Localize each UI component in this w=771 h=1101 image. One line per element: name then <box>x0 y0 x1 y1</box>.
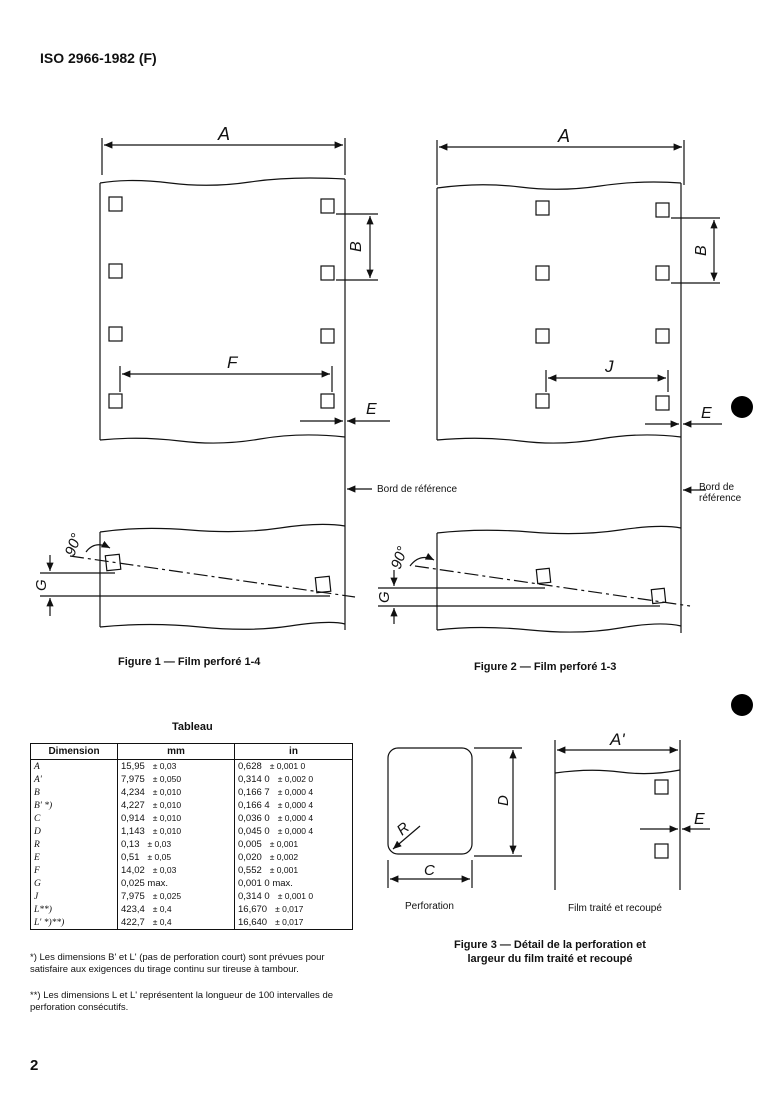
reference-edge-label-right <box>699 482 741 504</box>
mm-cell <box>118 799 235 812</box>
dimension-cell: A' <box>31 773 118 786</box>
column-header-in: in <box>235 744 353 760</box>
in-cell <box>235 812 353 825</box>
table-row <box>31 903 353 916</box>
mm-cell <box>118 812 235 825</box>
in-tolerance: ± 0,001 <box>269 839 299 849</box>
document-header: ISO 2966-1982 (F) <box>40 50 157 66</box>
in-cell <box>235 864 353 877</box>
table-row <box>31 773 353 786</box>
fig3-label-E: E <box>694 811 705 828</box>
in-cell <box>235 890 353 903</box>
figure3-drawing <box>388 740 710 890</box>
dimension-cell: L**) <box>31 903 118 916</box>
mm-value: 1,143 <box>121 826 145 837</box>
mm-value: 14,02 <box>121 865 145 876</box>
fig1-label-E: E <box>366 401 377 418</box>
table-note-1: *) Les dimensions B' et L' (pas de perforation court) sont prévues pour satisfaire aux exigences du tirage continu sur tireuse à tambour. <box>30 952 325 975</box>
mm-tolerance: ± 0,010 <box>152 826 182 836</box>
mm-tolerance: ± 0,03 <box>152 761 177 771</box>
mm-tolerance: ± 0,010 <box>152 800 182 810</box>
in-value: 0,001 0 max. <box>238 878 293 889</box>
in-tolerance: ± 0,000 4 <box>277 813 314 823</box>
reference-edge-line2: référence <box>699 493 742 504</box>
in-tolerance: ± 0,000 4 <box>277 800 314 810</box>
in-cell <box>235 877 353 890</box>
in-tolerance: ± 0,017 <box>275 904 304 914</box>
in-tolerance: ± 0,001 0 <box>269 761 306 771</box>
dimension-cell: C <box>31 812 118 825</box>
mm-value: 422,7 <box>121 917 145 928</box>
dimension-cell: R <box>31 838 118 851</box>
in-tolerance: ± 0,001 <box>269 865 299 875</box>
dimension-cell: D <box>31 825 118 838</box>
fig2-label-A: A <box>558 126 571 146</box>
table-row <box>31 786 353 799</box>
mm-tolerance: ± 0,010 <box>152 813 182 823</box>
dimension-cell: A <box>31 760 118 774</box>
in-cell <box>235 838 353 851</box>
mm-value: 0,51 <box>121 852 140 863</box>
dimension-cell: E <box>31 851 118 864</box>
in-cell <box>235 825 353 838</box>
in-value: 0,045 0 <box>238 826 270 837</box>
fig1-label-angle: 90° <box>61 531 86 559</box>
figure3-caption-line2: largeur du film traité et recoupé <box>467 953 633 965</box>
dimension-cell: J <box>31 890 118 903</box>
column-header-mm: mm <box>118 744 235 760</box>
in-tolerance: ± 0,000 4 <box>277 826 314 836</box>
in-tolerance: ± 0,017 <box>275 917 304 927</box>
fig1-label-A: A <box>218 124 231 144</box>
mm-cell <box>118 903 235 916</box>
fig3-label-A-prime: A' <box>610 730 625 749</box>
dimension-cell: G <box>31 877 118 890</box>
figure3-caption-line1: Figure 3 — Détail de la perforation et <box>454 939 646 951</box>
table-row <box>31 890 353 903</box>
dimension-cell: B <box>31 786 118 799</box>
mm-cell <box>118 851 235 864</box>
fig3-label-R: R <box>393 819 413 840</box>
mm-value: 7,975 <box>121 891 145 902</box>
in-value: 0,005 <box>238 839 262 850</box>
in-tolerance: ± 0,001 0 <box>277 891 314 901</box>
fig1-label-F: F <box>227 353 238 372</box>
table-row <box>31 825 353 838</box>
in-tolerance: ± 0,002 0 <box>277 774 314 784</box>
dimension-cell: L' *)**) <box>31 916 118 930</box>
in-tolerance: ± 0,002 <box>269 852 299 862</box>
perforation-label: Perforation <box>405 901 454 912</box>
table-header-row <box>31 744 353 760</box>
mm-tolerance: ± 0,050 <box>152 774 182 784</box>
in-cell <box>235 851 353 864</box>
mm-cell <box>118 838 235 851</box>
table-row <box>31 877 353 890</box>
reference-edge-line1: Bord de <box>699 482 735 493</box>
mm-tolerance: ± 0,010 <box>152 787 182 797</box>
in-cell <box>235 773 353 786</box>
mm-value: 0,13 <box>121 839 140 850</box>
figure1-drawing <box>40 138 390 630</box>
dimension-table <box>30 743 353 930</box>
fig3-label-C: C <box>424 862 435 879</box>
mm-value: 4,234 <box>121 787 145 798</box>
mm-cell <box>118 773 235 786</box>
column-header-dimension: Dimension <box>31 744 118 760</box>
in-value: 0,166 4 <box>238 800 270 811</box>
fig2-label-J: J <box>605 357 614 376</box>
fig1-label-B: B <box>348 241 365 252</box>
mm-tolerance: ± 0,4 <box>152 917 172 927</box>
in-cell <box>235 760 353 774</box>
in-cell <box>235 786 353 799</box>
mm-cell <box>118 760 235 774</box>
margin-dot <box>731 396 753 418</box>
table-row <box>31 851 353 864</box>
table-title: Tableau <box>172 721 213 733</box>
mm-tolerance: ± 0,4 <box>152 904 172 914</box>
mm-tolerance: ± 0,03 <box>147 839 172 849</box>
in-value: 0,314 0 <box>238 774 270 785</box>
table-row <box>31 760 353 774</box>
figure3-caption <box>440 938 660 966</box>
mm-cell <box>118 786 235 799</box>
page-number: 2 <box>30 1057 39 1074</box>
fig1-label-G: G <box>33 579 50 591</box>
in-cell <box>235 916 353 930</box>
fig2-label-B: B <box>693 245 710 256</box>
mm-value: 4,227 <box>121 800 145 811</box>
fig2-label-angle: 90° <box>387 544 412 572</box>
in-value: 0,166 7 <box>238 787 270 798</box>
in-tolerance: ± 0,000 4 <box>277 787 314 797</box>
mm-cell <box>118 890 235 903</box>
table-row <box>31 799 353 812</box>
mm-cell <box>118 877 235 890</box>
mm-cell <box>118 864 235 877</box>
figure2-drawing <box>378 140 722 633</box>
mm-value: 423,4 <box>121 904 145 915</box>
mm-value: 0,025 max. <box>121 878 168 889</box>
table-row <box>31 838 353 851</box>
in-cell <box>235 799 353 812</box>
mm-tolerance: ± 0,05 <box>147 852 172 862</box>
in-value: 16,640 <box>238 917 268 928</box>
reference-edge-label: Bord de référence <box>377 484 458 495</box>
figure1-caption: Figure 1 — Film perforé 1-4 <box>118 656 261 668</box>
table-row <box>31 864 353 877</box>
mm-value: 7,975 <box>121 774 145 785</box>
mm-value: 0,914 <box>121 813 145 824</box>
in-value: 0,628 <box>238 761 262 772</box>
table-row <box>31 812 353 825</box>
mm-cell <box>118 916 235 930</box>
in-value: 0,036 0 <box>238 813 270 824</box>
in-value: 16,670 <box>238 904 268 915</box>
dimension-cell: F <box>31 864 118 877</box>
fig2-label-G: G <box>376 591 393 603</box>
mm-cell <box>118 825 235 838</box>
trimmed-film-label: Film traité et recoupé <box>568 903 662 914</box>
mm-tolerance: ± 0,025 <box>152 891 182 901</box>
mm-value: 15,95 <box>121 761 145 772</box>
table-note-2: **) Les dimensions L et L' représentent la longueur de 100 intervalles de perforation consécutifs. <box>30 990 334 1013</box>
in-value: 0,314 0 <box>238 891 270 902</box>
mm-tolerance: ± 0,03 <box>152 865 177 875</box>
margin-dot <box>731 694 753 716</box>
in-value: 0,020 <box>238 852 262 863</box>
dimension-cell: B' *) <box>31 799 118 812</box>
fig2-label-E: E <box>701 405 712 422</box>
in-value: 0,552 <box>238 865 262 876</box>
fig3-label-D: D <box>495 795 512 806</box>
figure2-caption: Figure 2 — Film perforé 1-3 <box>474 661 617 673</box>
in-cell <box>235 903 353 916</box>
table-row <box>31 916 353 930</box>
